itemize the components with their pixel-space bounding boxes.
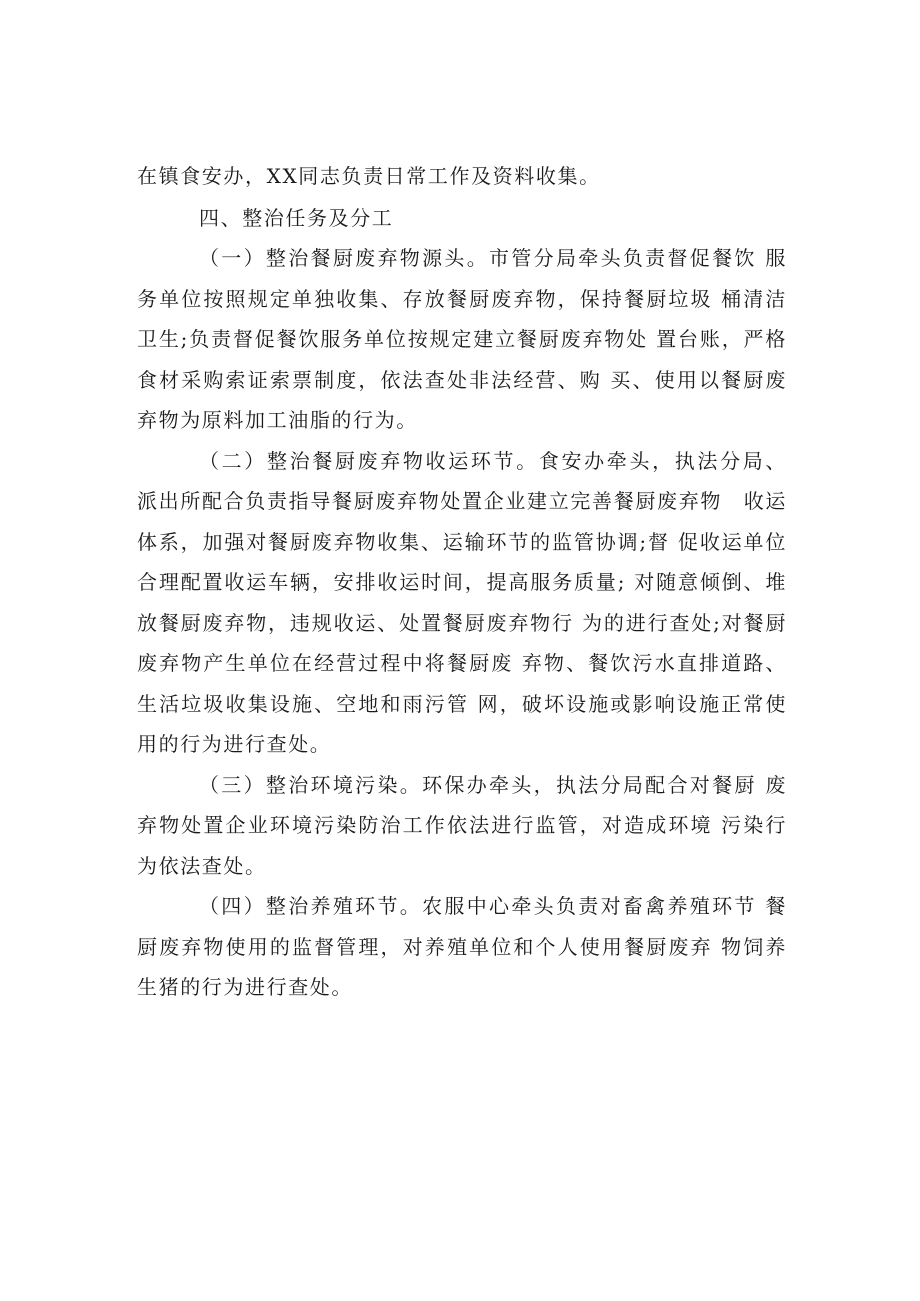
paragraph-2: （二）整治餐厨废弃物收运环节。食安办牵头，执法分局、 派出所配合负责指导餐厨废弃物处置企业建立完善餐厨废弃物 收运体系，加强对餐厨废弃物收集、运输环节的监管协调;督 促收运单位合理配置收运车辆，安排收运时间，提高服务质量; 对随意倾倒、堆放餐厨废弃物，违规收运、处置餐厨废弃物行 为的进行查处;对餐厨废弃物产生单位在经营过程中将餐厨废 弃物、餐饮污水直排道路、生活垃圾收集设施、空地和雨污管 网，破坏设施或影响设施正常使用的行为进行查处。 bbox=[137, 448, 787, 756]
document-body bbox=[137, 156, 787, 1008]
paragraph-3: （三）整治环境污染。环保办牵头，执法分局配合对餐厨 废弃物处置企业环境污染防治工作依法进行监管，对造成环境 污染行为依法查处。 bbox=[137, 772, 787, 878]
section-heading: 四、整治任务及分工 bbox=[199, 205, 394, 230]
paragraph-4: （四）整治养殖环节。农服中心牵头负责对畜禽养殖环节 餐厨废弃物使用的监督管理，对养殖单位和个人使用餐厨废弃 物饲养生猪的行为进行查处。 bbox=[137, 894, 787, 999]
paragraph-1: （一）整治餐厨废弃物源头。市管分局牵头负责督促餐饮 服务单位按照规定单独收集、存放餐厨废弃物，保持餐厨垃圾 桶清洁卫生;负责督促餐饮服务单位按规定建立餐厨废弃物处 置台账，严格食材采购索证索票制度，依法查处非法经营、购 买、使用以餐厨废弃物为原料加工油脂的行为。 bbox=[137, 246, 787, 432]
intro-line: 在镇食安办，XX同志负责日常工作及资料收集。 bbox=[137, 164, 601, 188]
